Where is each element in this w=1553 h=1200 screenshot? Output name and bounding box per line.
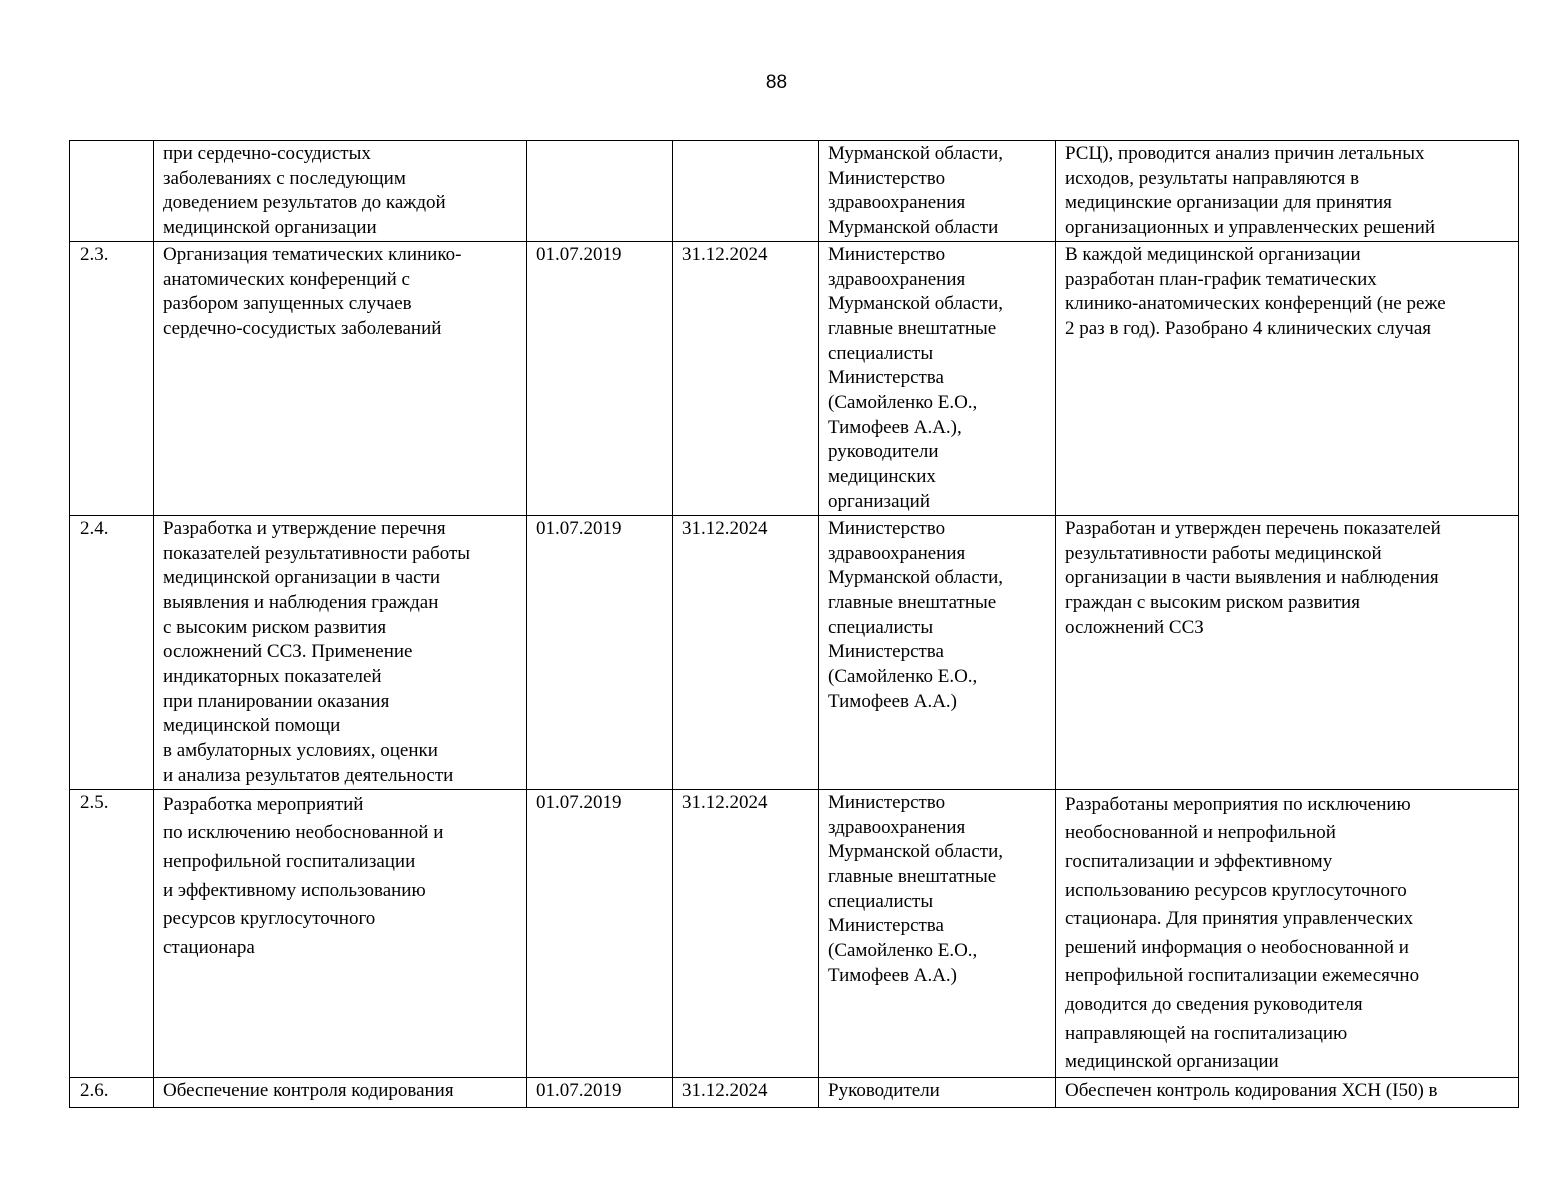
row-number-cell: 2.6. [70,1077,154,1107]
action-cell: Разработка и утверждение перечня показателей результативности работы медицинской организации в части выявления и наблюдения граждан с высоким риском развития осложнений ССЗ. Применение индикаторных показателей при планировании оказания медицинской помощи в амбулаторных условиях, оценки и анализа результатов деятельности [154,515,527,789]
start-date-cell: 01.07.2019 [527,241,673,515]
start-date-cell: 01.07.2019 [527,1077,673,1107]
responsible-cell: Министерство здравоохранения Мурманской области, главные внештатные специалисты Министерства (Самойленко Е.О., Тимофеев А.А.) [819,515,1056,789]
result-cell: Разработан и утвержден перечень показателей результативности работы медицинской организации в части выявления и наблюдения граждан с высоким риском развития осложнений ССЗ [1056,515,1519,789]
end-date-cell: 31.12.2024 [673,241,819,515]
result-cell: Обеспечен контроль кодирования ХСН (I50) в [1056,1077,1519,1107]
end-date-cell: 31.12.2024 [673,789,819,1077]
row-number-cell: 2.3. [70,241,154,515]
action-cell: Организация тематических клинико- анатомических конференций с разбором запущенных случаев сердечно-сосудистых заболеваний [154,241,527,515]
action-cell: Разработка мероприятий по исключению необоснованной и непрофильной госпитализации и эффективному использованию ресурсов круглосуточного стационара [154,789,527,1077]
end-date-cell: 31.12.2024 [673,1077,819,1107]
start-date-cell [527,141,673,242]
end-date-cell [673,141,819,242]
plan-table [69,140,1519,1108]
start-date-cell: 01.07.2019 [527,789,673,1077]
row-number-cell: 2.5. [70,789,154,1077]
responsible-cell: Руководители [819,1077,1056,1107]
start-date-cell: 01.07.2019 [527,515,673,789]
row-number-cell [70,141,154,242]
action-cell: при сердечно-сосудистых заболеваниях с последующим доведением результатов до каждой медицинской организации [154,141,527,242]
table-row [70,1077,1519,1107]
table-row [70,241,1519,515]
end-date-cell: 31.12.2024 [673,515,819,789]
result-cell: В каждой медицинской организации разработан план-график тематических клинико-анатомических конференций (не реже 2 раз в год). Разобрано 4 клинических случая [1056,241,1519,515]
responsible-cell: Министерство здравоохранения Мурманской области, главные внештатные специалисты Министерства (Самойленко Е.О., Тимофеев А.А.) [819,789,1056,1077]
page-number: 88 [765,72,788,93]
row-number-cell: 2.4. [70,515,154,789]
responsible-cell: Мурманской области, Министерство здравоохранения Мурманской области [819,141,1056,242]
result-cell: РСЦ), проводится анализ причин летальных исходов, результаты направляются в медицинские организации для принятия организационных и управленческих решений [1056,141,1519,242]
table-row [70,141,1519,242]
table-row [70,515,1519,789]
responsible-cell: Министерство здравоохранения Мурманской области, главные внештатные специалисты Министерства (Самойленко Е.О., Тимофеев А.А.), руководители медицинских организаций [819,241,1056,515]
action-cell: Обеспечение контроля кодирования [154,1077,527,1107]
result-cell: Разработаны мероприятия по исключению необоснованной и непрофильной госпитализации и эффективному использованию ресурсов круглосуточного стационара. Для принятия управленческих решений информация о необоснованной и непрофильной госпитализации ежемесячно доводится до сведения руководителя направляющей на госпитализацию медицинской организации [1056,789,1519,1077]
table-row [70,789,1519,1077]
